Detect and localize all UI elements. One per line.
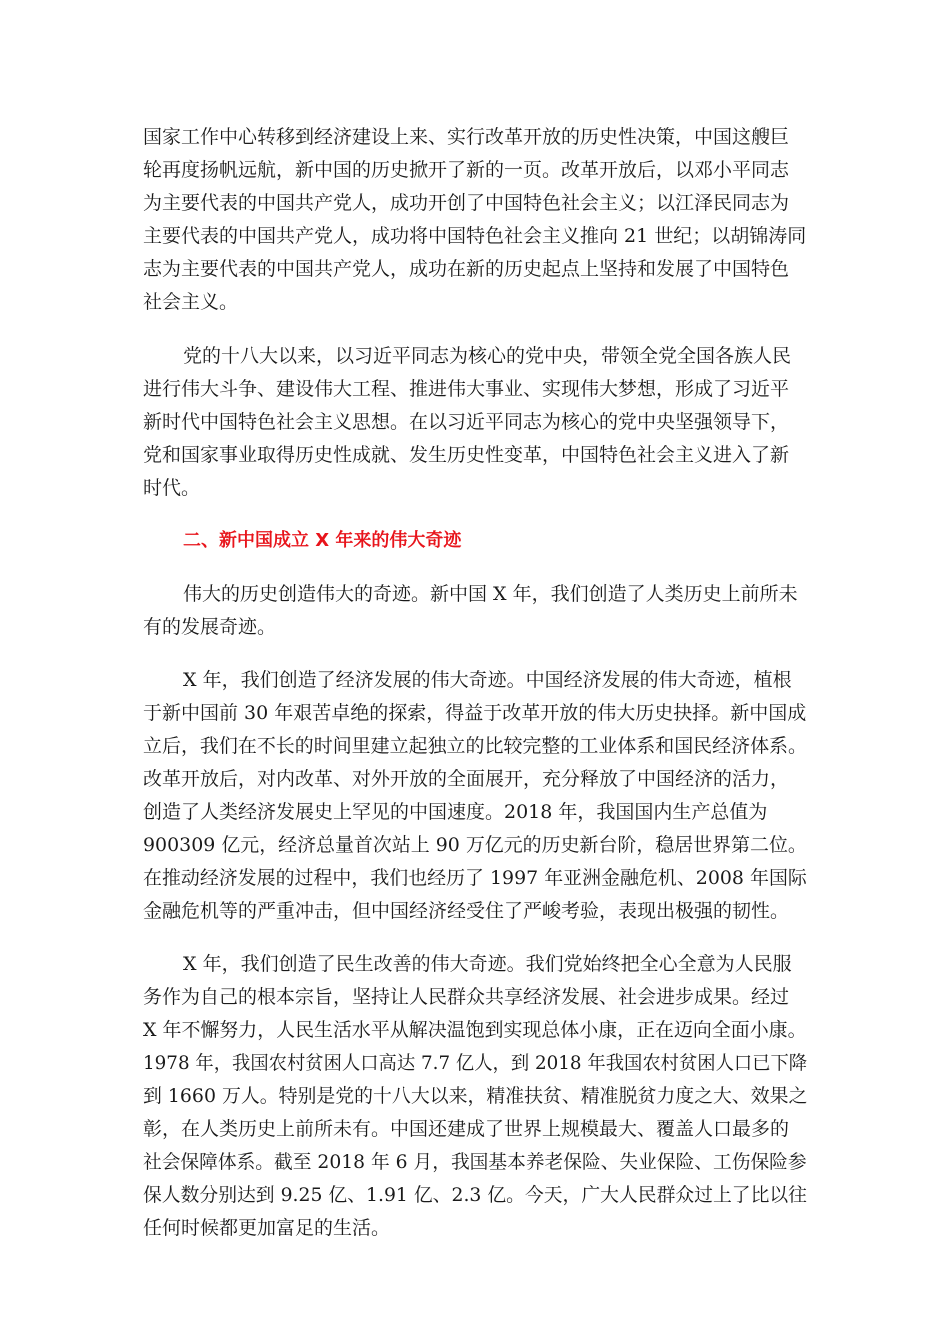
paragraph-2-line-3: 新时代中国特色社会主义思想。在以习近平同志为核心的党中央坚强领导下， [143, 411, 790, 433]
section-heading: 二、新中国成立 X 年来的伟大奇迹 [183, 530, 462, 551]
paragraph-3-line-1: 伟大的历史创造伟大的奇迹。新中国 X 年，我们创造了人类历史上前所未 [183, 583, 798, 605]
paragraph-4-line-6: 900309 亿元，经济总量首次站上 90 万亿元的历史新台阶，稳居世界第二位。 [143, 834, 807, 856]
paragraph-4-line-1: X 年，我们创造了经济发展的伟大奇迹。中国经济发展的伟大奇迹，植根 [183, 669, 792, 691]
paragraph-5-line-3: X 年不懈努力，人民生活水平从解决温饱到实现总体小康，正在迈向全面小康。 [143, 1019, 807, 1041]
paragraph-2-line-2: 进行伟大斗争、建设伟大工程、推进伟大事业、实现伟大梦想，形成了习近平 [143, 378, 790, 400]
paragraph-4-line-7: 在推动经济发展的过程中，我们也经历了 1997 年亚洲金融危机、2008 年国际 [143, 867, 807, 889]
paragraph-5-line-9: 任何时候都更加富足的生活。 [143, 1217, 391, 1239]
paragraph-4-line-3: 立后，我们在不长的时间里建立起独立的比较完整的工业体系和国民经济体系。 [143, 735, 808, 757]
paragraph-5-line-2: 务作为自己的根本宗旨，坚持让人民群众共享经济发展、社会进步成果。经过 [143, 986, 790, 1008]
paragraph-3-line-2: 有的发展奇迹。 [143, 616, 277, 638]
paragraph-5-line-7: 社会保障体系。截至 2018 年 6 月，我国基本养老保险、失业保险、工伤保险参 [143, 1151, 807, 1173]
paragraph-1-line-6: 社会主义。 [143, 291, 239, 313]
paragraph-5-line-8: 保人数分别达到 9.25 亿、1.91 亿、2.3 亿。今天，广大人民群众过上了比以往 [143, 1184, 807, 1206]
paragraph-2-line-4: 党和国家事业取得历史性成就、发生历史性变革，中国特色社会主义进入了新 [143, 444, 790, 466]
paragraph-1-line-5: 志为主要代表的中国共产党人，成功在新的历史起点上坚持和发展了中国特色 [143, 258, 790, 280]
paragraph-4-line-4: 改革开放后，对内改革、对外开放的全面展开，充分释放了中国经济的活力， [143, 768, 790, 790]
paragraph-1-line-3: 为主要代表的中国共产党人，成功开创了中国特色社会主义；以江泽民同志为 [143, 192, 790, 214]
paragraph-5-line-5: 到 1660 万人。特别是党的十八大以来，精准扶贫、精准脱贫力度之大、效果之 [143, 1085, 808, 1107]
paragraph-5-line-1: X 年，我们创造了民生改善的伟大奇迹。我们党始终把全心全意为人民服 [183, 953, 792, 975]
paragraph-1-line-2: 轮再度扬帆远航，新中国的历史掀开了新的一页。改革开放后，以邓小平同志 [143, 159, 790, 181]
paragraph-1-line-1: 国家工作中心转移到经济建设上来、实行改革开放的历史性决策，中国这艘巨 [143, 126, 790, 148]
paragraph-5-line-6: 彰，在人类历史上前所未有。中国还建成了世界上规模最大、覆盖人口最多的 [143, 1118, 790, 1140]
paragraph-5-line-4: 1978 年，我国农村贫困人口高达 7.7 亿人，到 2018 年我国农村贫困人口已下降 [143, 1052, 808, 1074]
paragraph-1-line-4: 主要代表的中国共产党人，成功将中国特色社会主义推向 21 世纪；以胡锦涛同 [143, 225, 807, 247]
paragraph-4-line-8: 金融危机等的严重冲击，但中国经济经受住了严峻考验，表现出极强的韧性。 [143, 900, 790, 922]
paragraph-4-line-5: 创造了人类经济发展史上罕见的中国速度。2018 年，我国国内生产总值为 [143, 801, 768, 823]
paragraph-4-line-2: 于新中国前 30 年艰苦卓绝的探索，得益于改革开放的伟大历史抉择。新中国成 [143, 702, 807, 724]
paragraph-2-line-5: 时代。 [143, 477, 201, 499]
paragraph-2-line-1: 党的十八大以来，以习近平同志为核心的党中央，带领全党全国各族人民 [183, 345, 792, 367]
